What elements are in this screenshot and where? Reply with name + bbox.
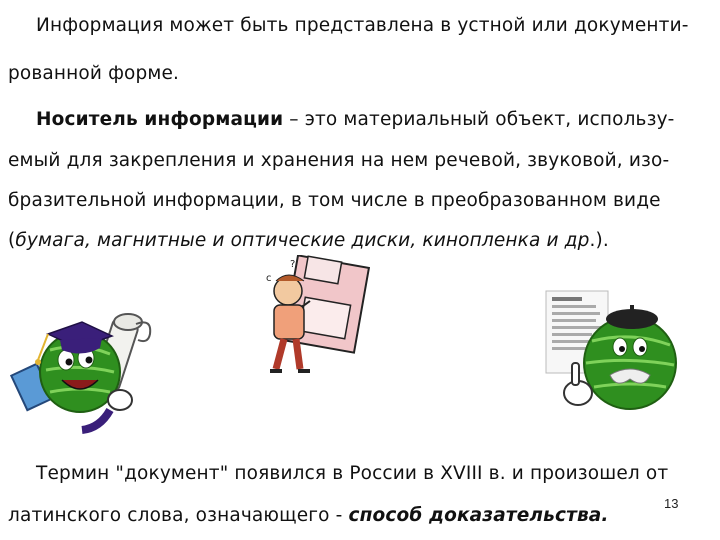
svg-text:c: c bbox=[266, 273, 272, 284]
etymology-text: латинского слова, означающего - bbox=[8, 505, 349, 526]
definition-start: – это материальный объект, использу- bbox=[283, 109, 675, 130]
svg-text:?: ? bbox=[290, 259, 296, 270]
person-carrying-floppy-illustration bbox=[250, 255, 370, 385]
page-number: 13 bbox=[664, 496, 679, 511]
beret-icon bbox=[606, 305, 658, 329]
close-paren: .). bbox=[589, 230, 609, 251]
paragraph-2-line-3: бразительной информации, в том числе в преобразованном виде bbox=[8, 190, 661, 211]
paragraph-1-line-2: рованной форме. bbox=[8, 63, 180, 84]
paragraph-2-line-2: емый для закрепления и хранения на нем речевой, звуковой, изо- bbox=[8, 150, 670, 171]
term-information-carrier: Носитель информации bbox=[36, 109, 284, 130]
media-examples: бумага, магнитные и оптические диски, кинопленка и др bbox=[15, 230, 590, 251]
watermelon-graduate-illustration bbox=[8, 290, 158, 440]
paragraph-3-line-1: Термин "документ" появился в России в XVIII в. и произошел от bbox=[36, 463, 669, 484]
paragraph-3-line-2 bbox=[8, 504, 609, 528]
paragraph-2-line-1 bbox=[36, 108, 675, 132]
paragraph-2-line-4 bbox=[8, 229, 609, 253]
paragraph-1-line-1: Информация может быть представлена в устной или документи- bbox=[36, 15, 689, 36]
means-of-proof: способ доказательства. bbox=[348, 505, 609, 526]
open-paren: ( bbox=[8, 230, 16, 251]
watermelon-beret-illustration bbox=[540, 285, 690, 420]
